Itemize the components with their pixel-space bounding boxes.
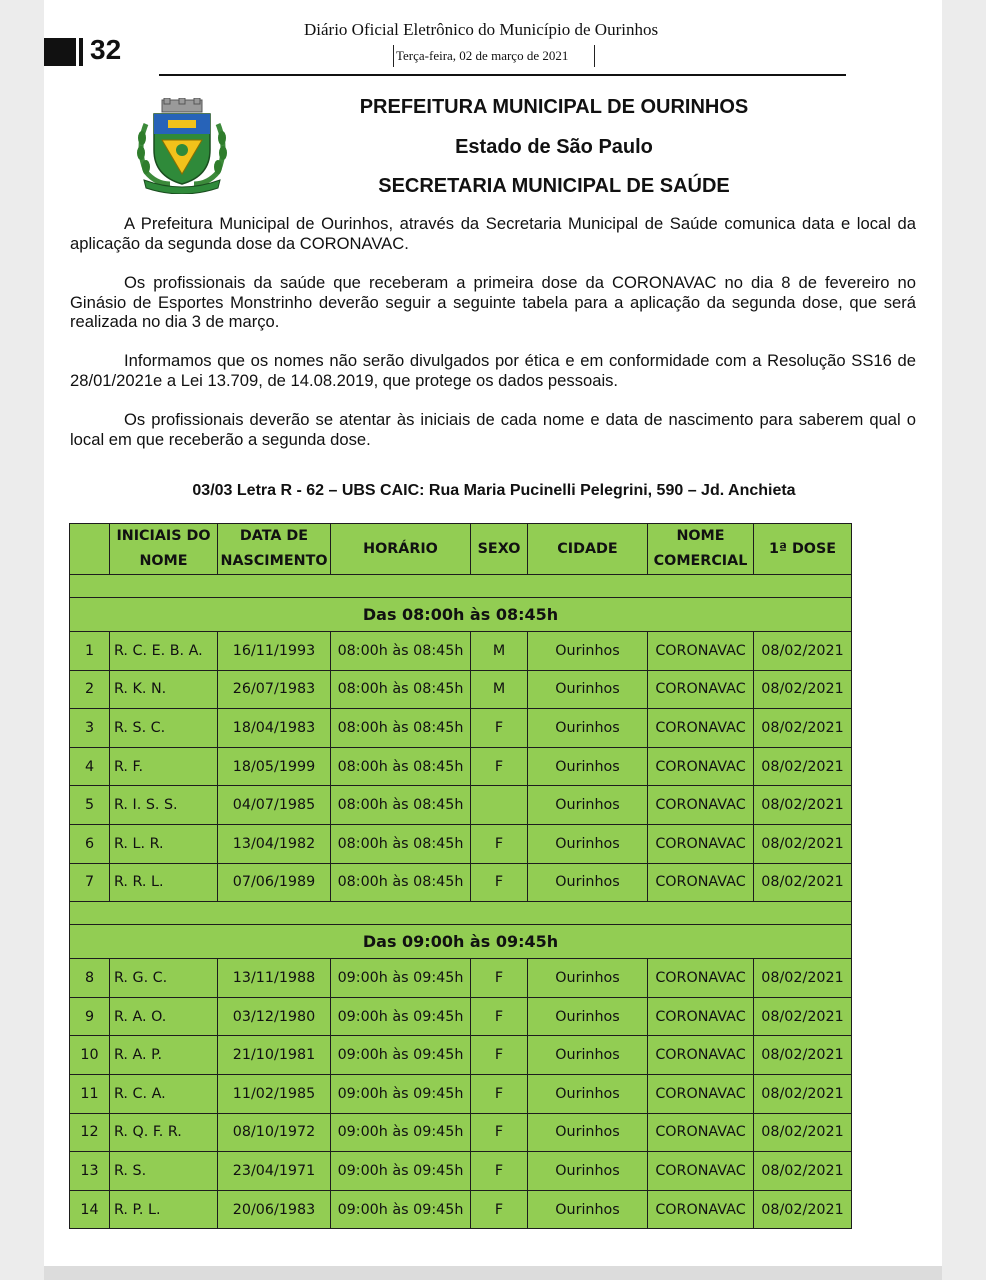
org-prefeitura: PREFEITURA MUNICIPAL DE OURINHOS: [359, 96, 749, 118]
row-first-dose: 08/02/2021: [754, 1113, 852, 1152]
row-time: 08:00h às 08:45h: [331, 786, 471, 825]
row-city: Ourinhos: [528, 1190, 648, 1229]
row-sex: F: [471, 1152, 528, 1191]
row-sex: F: [471, 1036, 528, 1075]
row-city: Ourinhos: [528, 747, 648, 786]
table-title: 03/03 Letra R - 62 – UBS CAIC: Rua Maria Pucinelli Pelegrini, 590 – Jd. Anchieta: [192, 482, 796, 499]
paragraph-privacy: Informamos que os nomes não serão divulgados por ética e em conformidade com a Resolução SS16 de 28/01/2021e a Lei 13.709, de 14.08.2019, que protege os dados pessoais.: [70, 351, 916, 390]
row-initials: R. C. E. B. A.: [110, 632, 218, 671]
publication-title: Diário Oficial Eletrônico do Município de Ourinhos: [304, 20, 659, 39]
row-sex: F: [471, 997, 528, 1036]
row-time: 09:00h às 09:45h: [331, 1074, 471, 1113]
table-row: [70, 1152, 852, 1191]
row-first-dose: 08/02/2021: [754, 1036, 852, 1075]
row-initials: R. R. L.: [110, 863, 218, 902]
paragraph-intro: A Prefeitura Municipal de Ourinhos, através da Secretaria Municipal de Saúde comunica data e local da aplicação da segunda dose da CORONAVAC.: [70, 214, 916, 253]
time-group-row: [70, 925, 852, 959]
table-row: [70, 1036, 852, 1075]
row-sex: F: [471, 863, 528, 902]
row-first-dose: 08/02/2021: [754, 1152, 852, 1191]
row-birthdate: 04/07/1985: [218, 786, 331, 825]
table-row: [70, 1113, 852, 1152]
spacer-cell: [70, 902, 852, 925]
row-birthdate: 23/04/1971: [218, 1152, 331, 1191]
row-birthdate: 21/10/1981: [218, 1036, 331, 1075]
header-initials: INICIAIS DO NOME: [110, 524, 218, 575]
table-row: [70, 747, 852, 786]
row-initials: R. G. C.: [110, 959, 218, 998]
row-number: 6: [70, 824, 110, 863]
row-sex: [471, 786, 528, 825]
row-initials: R. S. C.: [110, 709, 218, 748]
row-city: Ourinhos: [528, 632, 648, 671]
header-birthdate: DATA DE NASCIMENTO: [218, 524, 331, 575]
row-first-dose: 08/02/2021: [754, 786, 852, 825]
row-first-dose: 08/02/2021: [754, 824, 852, 863]
paragraph-initials: Os profissionais deverão se atentar às iniciais de cada nome e data de nascimento para saberem qual o local em que receberão a segunda dose.: [70, 410, 916, 449]
row-city: Ourinhos: [528, 824, 648, 863]
row-initials: R. C. A.: [110, 1074, 218, 1113]
row-number: 7: [70, 863, 110, 902]
row-city: Ourinhos: [528, 1074, 648, 1113]
row-birthdate: 18/05/1999: [218, 747, 331, 786]
row-brand: CORONAVAC: [648, 632, 754, 671]
row-initials: R. A. O.: [110, 997, 218, 1036]
publication-date: Terça-feira, 02 de março de 2021: [396, 48, 569, 63]
row-birthdate: 03/12/1980: [218, 997, 331, 1036]
row-city: Ourinhos: [528, 786, 648, 825]
row-city: Ourinhos: [528, 1152, 648, 1191]
time-group-label: Das 09:00h às 09:45h: [70, 925, 852, 959]
row-sex: F: [471, 824, 528, 863]
row-first-dose: 08/02/2021: [754, 863, 852, 902]
row-initials: R. P. L.: [110, 1190, 218, 1229]
row-sex: M: [471, 632, 528, 671]
row-initials: R. F.: [110, 747, 218, 786]
row-number: 4: [70, 747, 110, 786]
header-sex: SEXO: [471, 524, 528, 575]
row-time: 08:00h às 08:45h: [331, 632, 471, 671]
paragraph-instructions: Os profissionais da saúde que receberam a primeira dose da CORONAVAC no dia 8 de fevereiro no Ginásio de Esportes Monstrinho deverão seguir a seguinte tabela para a aplicação da segunda dose, que será realizada no dia 3 de março.: [70, 273, 916, 331]
row-number: 14: [70, 1190, 110, 1229]
row-number: 2: [70, 670, 110, 709]
vaccination-schedule-table: [69, 523, 852, 1229]
row-first-dose: 08/02/2021: [754, 1190, 852, 1229]
row-city: Ourinhos: [528, 670, 648, 709]
table-row: [70, 997, 852, 1036]
page-number: 32: [90, 34, 122, 65]
time-group-row: [70, 598, 852, 632]
row-time: 09:00h às 09:45h: [331, 1152, 471, 1191]
row-sex: F: [471, 1190, 528, 1229]
row-initials: R. A. P.: [110, 1036, 218, 1075]
row-time: 08:00h às 08:45h: [331, 670, 471, 709]
row-sex: F: [471, 747, 528, 786]
row-number: 9: [70, 997, 110, 1036]
table-row: [70, 863, 852, 902]
row-time: 09:00h às 09:45h: [331, 1036, 471, 1075]
row-birthdate: 13/11/1988: [218, 959, 331, 998]
row-first-dose: 08/02/2021: [754, 670, 852, 709]
table-row: [70, 1190, 852, 1229]
row-birthdate: 13/04/1982: [218, 824, 331, 863]
table-row: [70, 670, 852, 709]
header-city: CIDADE: [528, 524, 648, 575]
row-birthdate: 18/04/1983: [218, 709, 331, 748]
row-brand: CORONAVAC: [648, 959, 754, 998]
header-number: [70, 524, 110, 575]
row-number: 5: [70, 786, 110, 825]
header-time: HORÁRIO: [331, 524, 471, 575]
row-city: Ourinhos: [528, 997, 648, 1036]
row-city: Ourinhos: [528, 1113, 648, 1152]
row-birthdate: 20/06/1983: [218, 1190, 331, 1229]
row-first-dose: 08/02/2021: [754, 632, 852, 671]
table-row: [70, 632, 852, 671]
table-row: [70, 959, 852, 998]
row-number: 8: [70, 959, 110, 998]
row-brand: CORONAVAC: [648, 1152, 754, 1191]
row-sex: F: [471, 709, 528, 748]
row-birthdate: 11/02/1985: [218, 1074, 331, 1113]
table-header-row: [70, 524, 852, 575]
row-first-dose: 08/02/2021: [754, 997, 852, 1036]
row-birthdate: 26/07/1983: [218, 670, 331, 709]
row-brand: CORONAVAC: [648, 863, 754, 902]
row-number: 11: [70, 1074, 110, 1113]
row-initials: R. S.: [110, 1152, 218, 1191]
row-number: 12: [70, 1113, 110, 1152]
row-initials: R. L. R.: [110, 824, 218, 863]
row-number: 10: [70, 1036, 110, 1075]
row-first-dose: 08/02/2021: [754, 709, 852, 748]
row-first-dose: 08/02/2021: [754, 959, 852, 998]
row-brand: CORONAVAC: [648, 1036, 754, 1075]
table-spacer-row: [70, 902, 852, 925]
row-number: 1: [70, 632, 110, 671]
table-row: [70, 709, 852, 748]
row-sex: F: [471, 959, 528, 998]
row-initials: R. I. S. S.: [110, 786, 218, 825]
row-brand: CORONAVAC: [648, 1113, 754, 1152]
table-spacer-row: [70, 575, 852, 598]
row-time: 08:00h às 08:45h: [331, 863, 471, 902]
row-city: Ourinhos: [528, 863, 648, 902]
row-brand: CORONAVAC: [648, 997, 754, 1036]
row-time: 08:00h às 08:45h: [331, 709, 471, 748]
table-row: [70, 1074, 852, 1113]
row-birthdate: 07/06/1989: [218, 863, 331, 902]
table-row: [70, 786, 852, 825]
row-time: 09:00h às 09:45h: [331, 1113, 471, 1152]
row-birthdate: 08/10/1972: [218, 1113, 331, 1152]
row-brand: CORONAVAC: [648, 709, 754, 748]
page-number-divider: [79, 38, 83, 66]
row-city: Ourinhos: [528, 709, 648, 748]
row-first-dose: 08/02/2021: [754, 1074, 852, 1113]
row-brand: CORONAVAC: [648, 747, 754, 786]
page-number-marker: [44, 38, 76, 66]
row-initials: R. K. N.: [110, 670, 218, 709]
row-city: Ourinhos: [528, 959, 648, 998]
row-sex: F: [471, 1113, 528, 1152]
header-first-dose: 1ª DOSE: [754, 524, 852, 575]
spacer-cell: [70, 575, 852, 598]
row-birthdate: 16/11/1993: [218, 632, 331, 671]
table-row: [70, 824, 852, 863]
row-time: 08:00h às 08:45h: [331, 747, 471, 786]
row-time: 09:00h às 09:45h: [331, 1190, 471, 1229]
row-time: 09:00h às 09:45h: [331, 959, 471, 998]
time-group-label: Das 08:00h às 08:45h: [70, 598, 852, 632]
row-number: 3: [70, 709, 110, 748]
row-brand: CORONAVAC: [648, 670, 754, 709]
municipal-crest-icon: [132, 98, 232, 194]
row-brand: CORONAVAC: [648, 824, 754, 863]
row-brand: CORONAVAC: [648, 1190, 754, 1229]
row-time: 08:00h às 08:45h: [331, 824, 471, 863]
header-brand: NOME COMERCIAL: [648, 524, 754, 575]
row-first-dose: 08/02/2021: [754, 747, 852, 786]
header-rule: [159, 74, 846, 76]
row-brand: CORONAVAC: [648, 1074, 754, 1113]
row-sex: F: [471, 1074, 528, 1113]
row-sex: M: [471, 670, 528, 709]
org-estado: Estado de São Paulo: [455, 136, 653, 158]
org-secretaria: SECRETARIA MUNICIPAL DE SAÚDE: [378, 175, 730, 197]
row-initials: R. Q. F. R.: [110, 1113, 218, 1152]
row-brand: CORONAVAC: [648, 786, 754, 825]
row-city: Ourinhos: [528, 1036, 648, 1075]
row-number: 13: [70, 1152, 110, 1191]
row-time: 09:00h às 09:45h: [331, 997, 471, 1036]
document-page: [44, 0, 942, 1266]
page-bottom-edge: [44, 1266, 942, 1280]
